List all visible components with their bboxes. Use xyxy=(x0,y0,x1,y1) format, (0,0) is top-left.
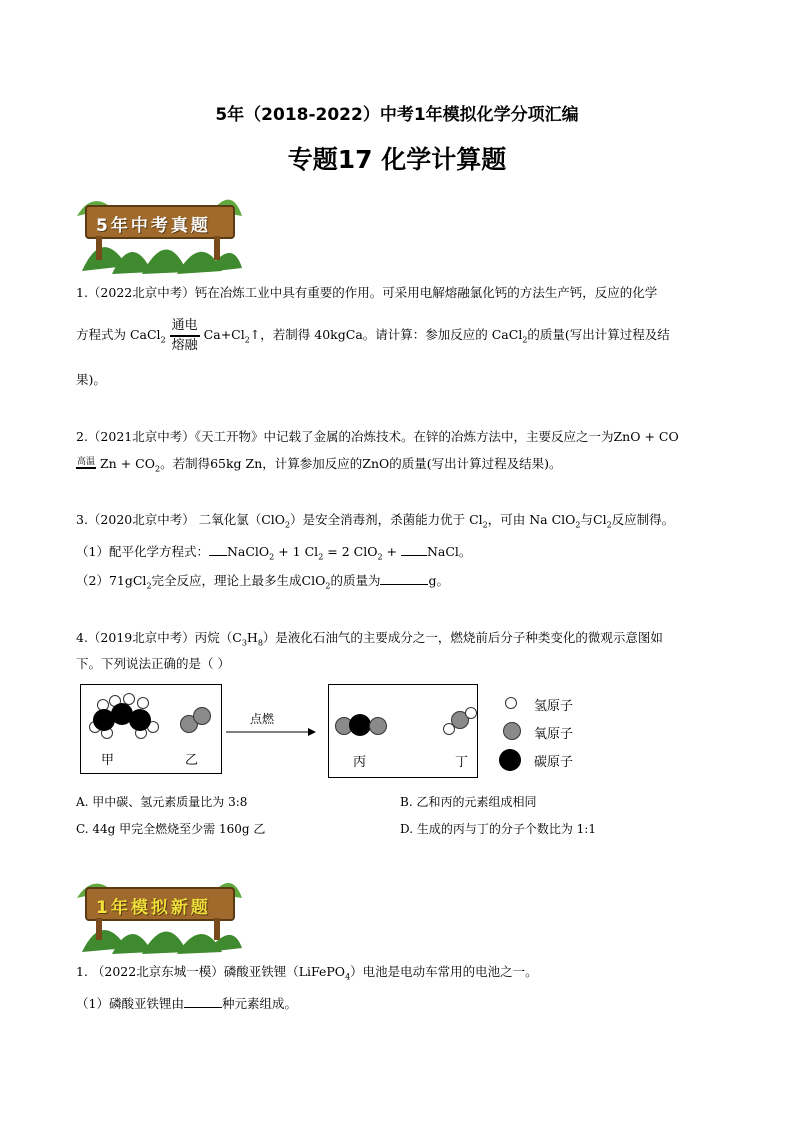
legend-carbon: 碳原子 xyxy=(534,755,574,770)
carbon-atom-icon xyxy=(129,709,151,731)
arrow-right-icon xyxy=(224,725,318,739)
label-ding: 丁 xyxy=(455,755,469,770)
label-yi: 乙 xyxy=(185,753,199,768)
q4-line1: 4.（2019北京中考）丙烷$(C_3H_8)$是液化石油气的主要成分之一，燃烧前后分子种类变化的微观示意图如 xyxy=(76,630,663,648)
answer-blank[interactable] xyxy=(380,570,428,585)
hydrogen-atom-icon xyxy=(137,697,149,709)
q3-part1: （1）配平化学方程式： NaClO$_2$ + 1 $Cl_2 = 2$ ClO$_2$ + NaCl。 xyxy=(76,541,471,568)
q1-line1: 1.（2022北京中考）钙在冶炼工业中具有重要的作用。可采用电解熔融氯化钙的方法生产钙，反应的化学 xyxy=(76,285,658,300)
option-c[interactable]: C. 44g 甲完全燃烧至少需 160g 乙 xyxy=(76,822,266,836)
oxygen-atom-icon xyxy=(503,722,521,740)
diagram-reactants xyxy=(80,684,222,774)
oxygen-atom-icon xyxy=(369,717,387,735)
legend-hydrogen: 氢原子 xyxy=(534,699,574,714)
q1-line2: 方程式为 CaCl$_2$ 通电 熔融 $Ca+Cl_2↑$，若制得 40kgCa。请计算：参加反应的 CaCl$_2$的质量(写出计算过程及结 xyxy=(76,317,670,353)
answer-blank[interactable] xyxy=(401,541,427,556)
option-b[interactable]: B. 乙和丙的元素组成相同 xyxy=(400,795,537,809)
banner-label: 5年中考真题 xyxy=(96,216,211,236)
header-line1: 5年（2018-2022）中考1年模拟化学分项汇编 xyxy=(215,105,579,125)
q2-line1: 2.（2021北京中考）《天工开物》中记载了金属的冶炼技术。在锌的冶炼方法中，主要反应之一为ZnO + CO xyxy=(76,429,679,444)
q4-line2: 下。下列说法正确的是（ ） xyxy=(76,656,230,671)
q3-part2: （2）71gCl$_2$完全反应，理论上最多生成ClO$_2$的质量为 g。 xyxy=(76,570,449,597)
carbon-atom-icon xyxy=(499,749,521,771)
option-d[interactable]: D. 生成的丙与丁的分子个数比为 1:1 xyxy=(400,822,596,836)
label-bing: 丙 xyxy=(353,755,367,770)
legend-oxygen: 氧原子 xyxy=(534,727,574,742)
m1-part1: （1）磷酸亚铁锂由 种元素组成。 xyxy=(76,993,297,1014)
hydrogen-atom-icon xyxy=(505,697,517,709)
banner-label: 1年模拟新题 xyxy=(96,898,211,918)
diagram-products xyxy=(328,684,478,778)
q3-line1: 3.（2020北京中考） 二氧化氯（ClO$_2$）是安全消毒剂，杀菌能力优于 $Cl_2$，可由 Na ClO$_2$与$Cl_2$反应制得。 xyxy=(76,512,675,530)
answer-blank[interactable] xyxy=(184,993,222,1008)
arrow-label: 点燃 xyxy=(250,712,275,726)
q2-line2: 高温 $Zn + CO_2$。若制得65kg Zn，计算参加反应的ZnO的质量(写出计算过程及结果)。 xyxy=(77,456,562,474)
section-banner-2 xyxy=(72,870,244,956)
page-title: 专题17 化学计算题 xyxy=(287,145,507,174)
section-banner-1 xyxy=(72,186,244,276)
m1-line1: 1. （2022北京东城一模）磷酸亚铁锂（LiFePO$_4$）电池是电动车常用的电池之一。 xyxy=(76,964,538,982)
reaction-condition: 通电 熔融 xyxy=(171,317,198,353)
answer-blank[interactable] xyxy=(209,541,227,556)
carbon-atom-icon xyxy=(349,714,371,736)
option-a[interactable]: A. 甲中碳、氢元素质量比为 3:8 xyxy=(76,795,248,809)
label-jia: 甲 xyxy=(101,753,115,768)
reaction-condition: 高温 xyxy=(77,457,96,467)
diagram-legend xyxy=(498,692,608,776)
q1-line3: 果)。 xyxy=(76,372,106,387)
hydrogen-atom-icon xyxy=(465,707,477,719)
oxygen-atom-icon xyxy=(193,707,211,725)
